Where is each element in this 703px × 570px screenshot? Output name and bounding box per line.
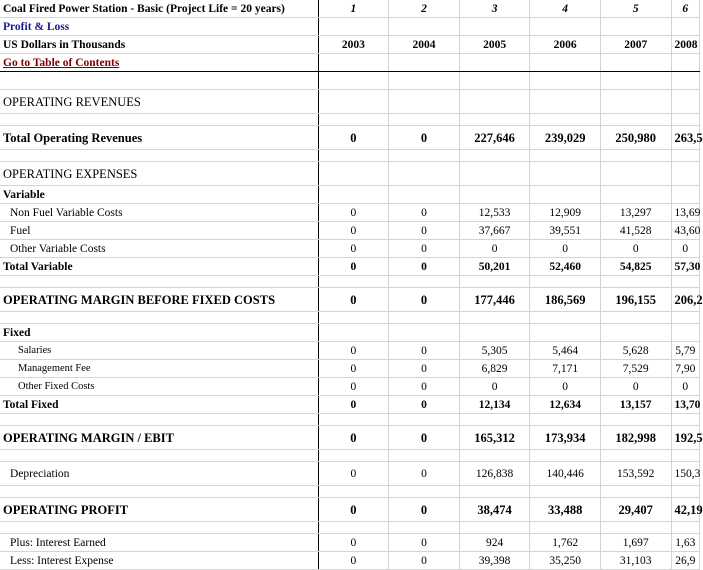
value-cell[interactable]: 0: [318, 342, 389, 360]
row-label[interactable]: OPERATING PROFIT: [0, 498, 318, 522]
table-row: [0, 222, 700, 240]
row-label[interactable]: OPERATING REVENUES: [0, 90, 318, 114]
value-cell[interactable]: 0: [459, 378, 530, 396]
table-row: [0, 360, 700, 378]
value-cell[interactable]: 0: [318, 258, 389, 276]
value-cell[interactable]: 13,69: [671, 204, 699, 222]
value-cell[interactable]: 0: [389, 258, 460, 276]
empty-cell[interactable]: [600, 450, 671, 462]
value-cell[interactable]: 13,297: [600, 204, 671, 222]
empty-cell[interactable]: [671, 90, 699, 114]
value-cell[interactable]: 12,533: [459, 204, 530, 222]
units-row: [0, 36, 700, 54]
table-row: [0, 186, 700, 204]
value-cell[interactable]: 54,825: [600, 258, 671, 276]
title-row: [0, 0, 700, 18]
empty-cell[interactable]: [530, 522, 601, 534]
empty-cell[interactable]: [318, 114, 389, 126]
empty-cell[interactable]: [671, 186, 699, 204]
period-number-6[interactable]: 6: [671, 0, 699, 18]
empty-cell[interactable]: [389, 114, 460, 126]
blank-row: [0, 114, 700, 126]
empty-cell[interactable]: [530, 114, 601, 126]
table-row: [0, 378, 700, 396]
row-label[interactable]: Fixed: [0, 324, 318, 342]
value-cell[interactable]: 0: [530, 378, 601, 396]
value-cell[interactable]: 0: [389, 498, 460, 522]
row-label[interactable]: Salaries: [0, 342, 318, 360]
empty-cell[interactable]: [318, 276, 389, 288]
value-cell[interactable]: 0: [459, 240, 530, 258]
value-cell[interactable]: 5,628: [600, 342, 671, 360]
value-cell[interactable]: 7,90: [671, 360, 699, 378]
period-number-1[interactable]: 1: [318, 0, 389, 18]
value-cell[interactable]: 153,592: [600, 462, 671, 486]
value-cell[interactable]: 31,103: [600, 552, 671, 570]
empty-cell[interactable]: [671, 162, 699, 186]
value-cell[interactable]: 5,464: [530, 342, 601, 360]
empty-cell[interactable]: [318, 450, 389, 462]
empty-cell[interactable]: [459, 324, 530, 342]
sheet-title[interactable]: Coal Fired Power Station - Basic (Project Life = 20 years): [0, 0, 318, 18]
blank-row: [0, 276, 700, 288]
empty-cell[interactable]: [459, 312, 530, 324]
empty-cell[interactable]: [459, 114, 530, 126]
row-label[interactable]: Non Fuel Variable Costs: [0, 204, 318, 222]
year-2003[interactable]: 2003: [318, 36, 389, 54]
value-cell[interactable]: 1,63: [671, 534, 699, 552]
value-cell[interactable]: 1,762: [530, 534, 601, 552]
empty-cell[interactable]: [389, 414, 460, 426]
year-2006[interactable]: 2006: [530, 36, 601, 54]
value-cell[interactable]: 150,3: [671, 462, 699, 486]
value-cell[interactable]: 0: [318, 360, 389, 378]
table-row: [0, 324, 700, 342]
value-cell[interactable]: 250,980: [600, 126, 671, 150]
period-number-2[interactable]: 2: [389, 0, 460, 18]
value-cell[interactable]: 0: [671, 378, 699, 396]
empty-cell[interactable]: [530, 324, 601, 342]
empty-cell[interactable]: [0, 414, 318, 426]
value-cell[interactable]: 0: [318, 498, 389, 522]
empty-cell[interactable]: [389, 72, 460, 90]
row-label[interactable]: Less: Interest Expense: [0, 552, 318, 570]
empty-cell[interactable]: [459, 186, 530, 204]
value-cell[interactable]: 0: [389, 222, 460, 240]
year-2008[interactable]: 2008: [671, 36, 699, 54]
empty-cell[interactable]: [530, 186, 601, 204]
value-cell[interactable]: 0: [389, 126, 460, 150]
empty-cell[interactable]: [600, 90, 671, 114]
empty-cell[interactable]: [459, 414, 530, 426]
value-cell[interactable]: 0: [318, 288, 389, 312]
value-cell[interactable]: 37,667: [459, 222, 530, 240]
value-cell[interactable]: 186,569: [530, 288, 601, 312]
empty-cell[interactable]: [671, 414, 699, 426]
empty-cell[interactable]: [600, 114, 671, 126]
empty-cell[interactable]: [389, 486, 460, 498]
value-cell[interactable]: 52,460: [530, 258, 601, 276]
value-cell[interactable]: 1,697: [600, 534, 671, 552]
year-2004[interactable]: 2004: [389, 36, 460, 54]
empty-cell[interactable]: [600, 276, 671, 288]
empty-cell[interactable]: [389, 150, 460, 162]
empty-cell[interactable]: [459, 72, 530, 90]
value-cell[interactable]: 0: [389, 534, 460, 552]
value-cell[interactable]: 173,934: [530, 426, 601, 450]
table-row: [0, 288, 700, 312]
value-cell[interactable]: 0: [389, 342, 460, 360]
value-cell[interactable]: 38,474: [459, 498, 530, 522]
table-row: [0, 240, 700, 258]
value-cell[interactable]: 0: [389, 378, 460, 396]
value-cell[interactable]: 13,157: [600, 396, 671, 414]
value-cell[interactable]: 196,155: [600, 288, 671, 312]
empty-cell[interactable]: [389, 324, 460, 342]
value-cell[interactable]: 5,79: [671, 342, 699, 360]
empty-cell[interactable]: [0, 114, 318, 126]
period-number-4[interactable]: 4: [530, 0, 601, 18]
period-number-3[interactable]: 3: [459, 0, 530, 18]
empty-cell[interactable]: [600, 324, 671, 342]
empty-cell[interactable]: [600, 312, 671, 324]
value-cell[interactable]: 924: [459, 534, 530, 552]
value-cell[interactable]: 0: [318, 426, 389, 450]
value-cell[interactable]: 126,838: [459, 462, 530, 486]
empty-cell[interactable]: [600, 72, 671, 90]
blank-row: [0, 414, 700, 426]
empty-cell[interactable]: [459, 450, 530, 462]
empty-cell[interactable]: [389, 90, 460, 114]
table-row: [0, 498, 700, 522]
row-label[interactable]: Fuel: [0, 222, 318, 240]
empty-cell[interactable]: [318, 324, 389, 342]
empty-cell[interactable]: [318, 414, 389, 426]
value-cell[interactable]: 0: [318, 222, 389, 240]
empty-cell[interactable]: [671, 324, 699, 342]
link-row: [0, 54, 700, 72]
empty-cell[interactable]: [389, 312, 460, 324]
value-cell[interactable]: 0: [318, 126, 389, 150]
value-cell[interactable]: 0: [389, 360, 460, 378]
value-cell[interactable]: 35,250: [530, 552, 601, 570]
empty-cell[interactable]: [600, 150, 671, 162]
empty-cell[interactable]: [671, 150, 699, 162]
empty-cell[interactable]: [600, 162, 671, 186]
value-cell[interactable]: 5,305: [459, 342, 530, 360]
value-cell[interactable]: 165,312: [459, 426, 530, 450]
row-label[interactable]: Variable: [0, 186, 318, 204]
value-cell[interactable]: 33,488: [530, 498, 601, 522]
empty-cell[interactable]: [530, 72, 601, 90]
table-row: [0, 204, 700, 222]
blank-row: [0, 72, 700, 90]
value-cell[interactable]: 0: [318, 396, 389, 414]
value-cell[interactable]: 0: [389, 240, 460, 258]
value-cell[interactable]: 0: [318, 204, 389, 222]
empty-cell[interactable]: [318, 162, 389, 186]
units-label[interactable]: US Dollars in Thousands: [0, 36, 318, 54]
value-cell[interactable]: 13,70: [671, 396, 699, 414]
row-label[interactable]: OPERATING MARGIN BEFORE FIXED COSTS: [0, 288, 318, 312]
value-cell[interactable]: 263,5: [671, 126, 699, 150]
empty-cell[interactable]: [0, 450, 318, 462]
empty-cell[interactable]: [318, 486, 389, 498]
value-cell[interactable]: 12,909: [530, 204, 601, 222]
empty-cell[interactable]: [530, 150, 601, 162]
subtitle-row: [0, 18, 700, 36]
empty-cell[interactable]: [389, 522, 460, 534]
table-row: [0, 342, 700, 360]
empty-cell[interactable]: [389, 162, 460, 186]
empty-cell[interactable]: [459, 150, 530, 162]
value-cell[interactable]: 0: [318, 240, 389, 258]
empty-cell[interactable]: [671, 486, 699, 498]
empty-cell[interactable]: [671, 276, 699, 288]
value-cell[interactable]: 0: [318, 534, 389, 552]
table-row: [0, 396, 700, 414]
empty-cell[interactable]: [600, 522, 671, 534]
period-number-5[interactable]: 5: [600, 0, 671, 18]
value-cell[interactable]: 50,201: [459, 258, 530, 276]
empty-cell[interactable]: [0, 522, 318, 534]
value-cell[interactable]: 0: [600, 378, 671, 396]
value-cell[interactable]: 12,634: [530, 396, 601, 414]
blank-row: [0, 522, 700, 534]
value-cell[interactable]: 41,528: [600, 222, 671, 240]
empty-cell[interactable]: [318, 312, 389, 324]
value-cell[interactable]: 7,171: [530, 360, 601, 378]
value-cell[interactable]: 0: [318, 462, 389, 486]
empty-cell[interactable]: [389, 276, 460, 288]
empty-cell[interactable]: [459, 162, 530, 186]
empty-cell[interactable]: [318, 90, 389, 114]
empty-cell[interactable]: [671, 312, 699, 324]
value-cell[interactable]: 206,2: [671, 288, 699, 312]
value-cell[interactable]: 0: [389, 396, 460, 414]
empty-cell[interactable]: [600, 186, 671, 204]
empty-cell[interactable]: [318, 186, 389, 204]
empty-cell[interactable]: [671, 72, 699, 90]
value-cell[interactable]: 26,9: [671, 552, 699, 570]
empty-cell[interactable]: [600, 414, 671, 426]
value-cell[interactable]: 42,19: [671, 498, 699, 522]
empty-cell[interactable]: [530, 312, 601, 324]
empty-cell[interactable]: [530, 414, 601, 426]
empty-cell[interactable]: [0, 486, 318, 498]
empty-cell[interactable]: [0, 276, 318, 288]
empty-cell[interactable]: [0, 312, 318, 324]
table-row: [0, 126, 700, 150]
empty-cell[interactable]: [530, 486, 601, 498]
empty-cell[interactable]: [318, 150, 389, 162]
empty-cell[interactable]: [389, 186, 460, 204]
table-row: [0, 90, 700, 114]
empty-cell[interactable]: [671, 450, 699, 462]
row-label[interactable]: Management Fee: [0, 360, 318, 378]
empty-cell[interactable]: [459, 90, 530, 114]
value-cell[interactable]: 0: [389, 204, 460, 222]
empty-cell[interactable]: [530, 276, 601, 288]
row-label[interactable]: Plus: Interest Earned: [0, 534, 318, 552]
value-cell[interactable]: 0: [389, 426, 460, 450]
value-cell[interactable]: 0: [389, 552, 460, 570]
blank-row: [0, 312, 700, 324]
table-row: [0, 534, 700, 552]
year-2005[interactable]: 2005: [459, 36, 530, 54]
value-cell[interactable]: 177,446: [459, 288, 530, 312]
row-label[interactable]: OPERATING EXPENSES: [0, 162, 318, 186]
row-label[interactable]: OPERATING MARGIN / EBIT: [0, 426, 318, 450]
empty-cell[interactable]: [671, 522, 699, 534]
value-cell[interactable]: 39,551: [530, 222, 601, 240]
empty-cell[interactable]: [459, 486, 530, 498]
sheet-subtitle[interactable]: Profit & Loss: [0, 18, 318, 36]
empty-cell[interactable]: [530, 90, 601, 114]
value-cell[interactable]: 0: [600, 240, 671, 258]
empty-cell[interactable]: [530, 450, 601, 462]
value-cell[interactable]: 0: [318, 552, 389, 570]
value-cell[interactable]: 0: [530, 240, 601, 258]
row-label[interactable]: Total Fixed: [0, 396, 318, 414]
value-cell[interactable]: 227,646: [459, 126, 530, 150]
empty-cell[interactable]: [318, 72, 389, 90]
empty-cell[interactable]: [671, 114, 699, 126]
empty-cell[interactable]: [0, 72, 318, 90]
empty-cell[interactable]: [459, 276, 530, 288]
value-cell[interactable]: 192,5: [671, 426, 699, 450]
value-cell[interactable]: 39,398: [459, 552, 530, 570]
blank-row: [0, 486, 700, 498]
empty-cell[interactable]: [530, 162, 601, 186]
empty-cell[interactable]: [318, 522, 389, 534]
value-cell[interactable]: 0: [389, 288, 460, 312]
row-label[interactable]: Total Operating Revenues: [0, 126, 318, 150]
value-cell[interactable]: 0: [389, 462, 460, 486]
value-cell[interactable]: 140,446: [530, 462, 601, 486]
table-row: [0, 162, 700, 186]
empty-cell[interactable]: [459, 522, 530, 534]
year-2007[interactable]: 2007: [600, 36, 671, 54]
blank-row: [0, 150, 700, 162]
value-cell[interactable]: 182,998: [600, 426, 671, 450]
value-cell[interactable]: 43,60: [671, 222, 699, 240]
row-label[interactable]: Other Variable Costs: [0, 240, 318, 258]
value-cell[interactable]: 7,529: [600, 360, 671, 378]
value-cell[interactable]: 0: [318, 378, 389, 396]
table-row: [0, 426, 700, 450]
row-label[interactable]: Other Fixed Costs: [0, 378, 318, 396]
value-cell[interactable]: 239,029: [530, 126, 601, 150]
row-label[interactable]: Depreciation: [0, 462, 318, 486]
value-cell[interactable]: 0: [671, 240, 699, 258]
value-cell[interactable]: 6,829: [459, 360, 530, 378]
empty-cell[interactable]: [389, 450, 460, 462]
value-cell[interactable]: 12,134: [459, 396, 530, 414]
table-of-contents-link[interactable]: Go to Table of Contents: [0, 54, 318, 72]
table-row: [0, 258, 700, 276]
table-row: [0, 462, 700, 486]
table-row: [0, 552, 700, 570]
empty-cell[interactable]: [0, 150, 318, 162]
value-cell[interactable]: 57,30: [671, 258, 699, 276]
value-cell[interactable]: 29,407: [600, 498, 671, 522]
blank-row: [0, 450, 700, 462]
row-label[interactable]: Total Variable: [0, 258, 318, 276]
empty-cell[interactable]: [600, 486, 671, 498]
